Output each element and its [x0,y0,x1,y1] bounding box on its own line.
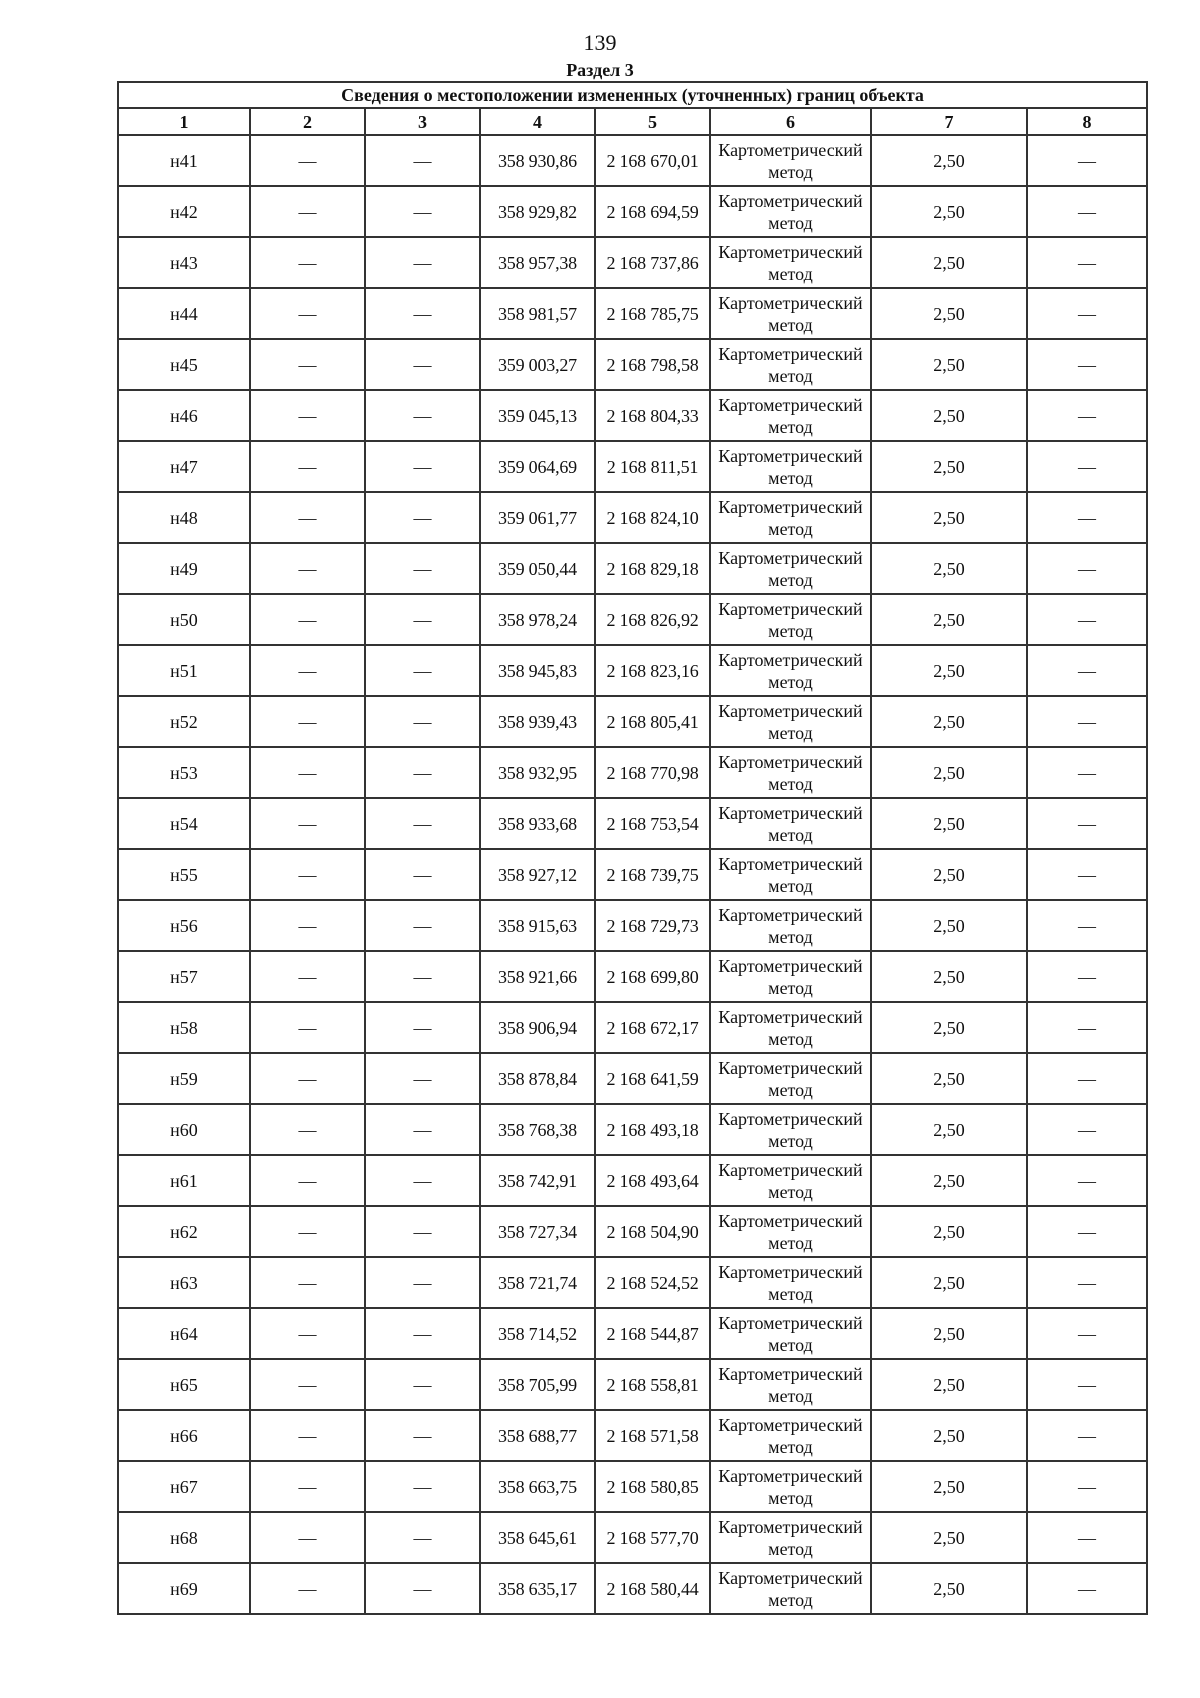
accuracy-cell: 2,50 [871,492,1027,543]
empty-value-cell: — [365,1206,480,1257]
method-cell: Картометрический метод [710,288,871,339]
point-name-cell: н58 [118,1002,250,1053]
point-name-cell: н60 [118,1104,250,1155]
empty-value-cell: — [1027,339,1147,390]
empty-value-cell: — [365,1512,480,1563]
y-coordinate-cell: 2 168 493,18 [595,1104,710,1155]
method-cell: Картометрический метод [710,186,871,237]
method-cell: Картометрический метод [710,1410,871,1461]
accuracy-cell: 2,50 [871,390,1027,441]
table-row [118,1206,1147,1257]
empty-value-cell: — [250,951,365,1002]
y-coordinate-cell: 2 168 798,58 [595,339,710,390]
empty-value-cell: — [365,1563,480,1614]
point-name-cell: н41 [118,135,250,186]
empty-value-cell: — [365,339,480,390]
y-coordinate-cell: 2 168 580,44 [595,1563,710,1614]
x-coordinate-cell: 358 945,83 [480,645,595,696]
empty-value-cell: — [1027,1206,1147,1257]
method-cell: Картометрический метод [710,492,871,543]
empty-value-cell: — [365,441,480,492]
x-coordinate-cell: 359 003,27 [480,339,595,390]
empty-value-cell: — [1027,543,1147,594]
empty-value-cell: — [250,1308,365,1359]
page-number: 139 [583,30,617,55]
method-cell: Картометрический метод [710,1461,871,1512]
x-coordinate-cell: 358 705,99 [480,1359,595,1410]
method-cell: Картометрический метод [710,441,871,492]
x-coordinate-cell: 359 064,69 [480,441,595,492]
empty-value-cell: — [365,543,480,594]
table-row [118,1053,1147,1104]
point-name-cell: н47 [118,441,250,492]
accuracy-cell: 2,50 [871,849,1027,900]
boundary-coordinates-table [117,81,1148,1615]
column-header: 6 [710,108,871,135]
empty-value-cell: — [365,237,480,288]
point-name-cell: н53 [118,747,250,798]
method-cell: Картометрический метод [710,594,871,645]
empty-value-cell: — [1027,288,1147,339]
accuracy-cell: 2,50 [871,441,1027,492]
empty-value-cell: — [250,543,365,594]
method-cell: Картометрический метод [710,900,871,951]
x-coordinate-cell: 358 939,43 [480,696,595,747]
empty-value-cell: — [250,441,365,492]
point-name-cell: н68 [118,1512,250,1563]
method-cell: Картометрический метод [710,237,871,288]
x-coordinate-cell: 358 927,12 [480,849,595,900]
y-coordinate-cell: 2 168 829,18 [595,543,710,594]
table-row [118,1002,1147,1053]
empty-value-cell: — [365,594,480,645]
accuracy-cell: 2,50 [871,1410,1027,1461]
empty-value-cell: — [365,390,480,441]
y-coordinate-cell: 2 168 785,75 [595,288,710,339]
point-name-cell: н48 [118,492,250,543]
empty-value-cell: — [250,1155,365,1206]
accuracy-cell: 2,50 [871,1053,1027,1104]
y-coordinate-cell: 2 168 571,58 [595,1410,710,1461]
empty-value-cell: — [1027,390,1147,441]
y-coordinate-cell: 2 168 753,54 [595,798,710,849]
accuracy-cell: 2,50 [871,1563,1027,1614]
table-row [118,1512,1147,1563]
empty-value-cell: — [250,492,365,543]
empty-value-cell: — [365,1053,480,1104]
point-name-cell: н49 [118,543,250,594]
empty-value-cell: — [365,1359,480,1410]
y-coordinate-cell: 2 168 729,73 [595,900,710,951]
y-coordinate-cell: 2 168 580,85 [595,1461,710,1512]
empty-value-cell: — [250,1257,365,1308]
table-row [118,441,1147,492]
accuracy-cell: 2,50 [871,1002,1027,1053]
method-cell: Картометрический метод [710,798,871,849]
y-coordinate-cell: 2 168 493,64 [595,1155,710,1206]
point-name-cell: н59 [118,1053,250,1104]
point-name-cell: н52 [118,696,250,747]
method-cell: Картометрический метод [710,1563,871,1614]
accuracy-cell: 2,50 [871,1359,1027,1410]
point-name-cell: н57 [118,951,250,1002]
table-row [118,543,1147,594]
column-header: 3 [365,108,480,135]
accuracy-cell: 2,50 [871,1206,1027,1257]
empty-value-cell: — [250,1410,365,1461]
empty-value-cell: — [1027,900,1147,951]
accuracy-cell: 2,50 [871,1512,1027,1563]
empty-value-cell: — [1027,951,1147,1002]
accuracy-cell: 2,50 [871,288,1027,339]
empty-value-cell: — [1027,1155,1147,1206]
empty-value-cell: — [365,186,480,237]
table-row [118,1461,1147,1512]
empty-value-cell: — [365,1410,480,1461]
table-row [118,390,1147,441]
column-header: 2 [250,108,365,135]
table-row [118,645,1147,696]
table-row [118,594,1147,645]
point-name-cell: н56 [118,900,250,951]
empty-value-cell: — [1027,1257,1147,1308]
point-name-cell: н62 [118,1206,250,1257]
accuracy-cell: 2,50 [871,135,1027,186]
method-cell: Картометрический метод [710,1512,871,1563]
accuracy-cell: 2,50 [871,1104,1027,1155]
empty-value-cell: — [250,747,365,798]
empty-value-cell: — [1027,1104,1147,1155]
y-coordinate-cell: 2 168 670,01 [595,135,710,186]
table-row [118,951,1147,1002]
accuracy-cell: 2,50 [871,1257,1027,1308]
empty-value-cell: — [1027,1308,1147,1359]
table-row [118,237,1147,288]
x-coordinate-cell: 358 742,91 [480,1155,595,1206]
section-title: Раздел 3 [566,60,634,80]
empty-value-cell: — [1027,594,1147,645]
x-coordinate-cell: 358 878,84 [480,1053,595,1104]
y-coordinate-cell: 2 168 739,75 [595,849,710,900]
empty-value-cell: — [250,900,365,951]
table-row [118,186,1147,237]
point-name-cell: н66 [118,1410,250,1461]
point-name-cell: н67 [118,1461,250,1512]
table-row [118,1155,1147,1206]
column-header: 4 [480,108,595,135]
x-coordinate-cell: 358 714,52 [480,1308,595,1359]
x-coordinate-cell: 359 045,13 [480,390,595,441]
x-coordinate-cell: 358 645,61 [480,1512,595,1563]
y-coordinate-cell: 2 168 558,81 [595,1359,710,1410]
accuracy-cell: 2,50 [871,186,1027,237]
x-coordinate-cell: 358 930,86 [480,135,595,186]
accuracy-cell: 2,50 [871,1461,1027,1512]
x-coordinate-cell: 358 957,38 [480,237,595,288]
empty-value-cell: — [250,1359,365,1410]
x-coordinate-cell: 358 906,94 [480,1002,595,1053]
empty-value-cell: — [250,849,365,900]
empty-value-cell: — [365,1308,480,1359]
empty-value-cell: — [1027,186,1147,237]
accuracy-cell: 2,50 [871,1308,1027,1359]
empty-value-cell: — [365,492,480,543]
empty-value-cell: — [250,186,365,237]
x-coordinate-cell: 358 727,34 [480,1206,595,1257]
x-coordinate-cell: 358 933,68 [480,798,595,849]
method-cell: Картометрический метод [710,390,871,441]
x-coordinate-cell: 359 050,44 [480,543,595,594]
y-coordinate-cell: 2 168 823,16 [595,645,710,696]
y-coordinate-cell: 2 168 770,98 [595,747,710,798]
y-coordinate-cell: 2 168 641,59 [595,1053,710,1104]
y-coordinate-cell: 2 168 824,10 [595,492,710,543]
table-caption-row [118,82,1147,108]
method-cell: Картометрический метод [710,339,871,390]
accuracy-cell: 2,50 [871,543,1027,594]
x-coordinate-cell: 358 978,24 [480,594,595,645]
y-coordinate-cell: 2 168 524,52 [595,1257,710,1308]
table-row [118,747,1147,798]
y-coordinate-cell: 2 168 805,41 [595,696,710,747]
x-coordinate-cell: 358 932,95 [480,747,595,798]
method-cell: Картометрический метод [710,1257,871,1308]
table-row [118,900,1147,951]
empty-value-cell: — [1027,1461,1147,1512]
empty-value-cell: — [365,747,480,798]
point-name-cell: н65 [118,1359,250,1410]
point-name-cell: н54 [118,798,250,849]
table-row [118,1563,1147,1614]
accuracy-cell: 2,50 [871,696,1027,747]
point-name-cell: н46 [118,390,250,441]
column-header: 5 [595,108,710,135]
empty-value-cell: — [365,1257,480,1308]
empty-value-cell: — [250,135,365,186]
table-row [118,288,1147,339]
method-cell: Картометрический метод [710,1359,871,1410]
table-row [118,696,1147,747]
x-coordinate-cell: 358 929,82 [480,186,595,237]
accuracy-cell: 2,50 [871,339,1027,390]
table-row [118,339,1147,390]
x-coordinate-cell: 358 635,17 [480,1563,595,1614]
x-coordinate-cell: 358 721,74 [480,1257,595,1308]
table-row [118,849,1147,900]
method-cell: Картометрический метод [710,1206,871,1257]
y-coordinate-cell: 2 168 504,90 [595,1206,710,1257]
empty-value-cell: — [250,390,365,441]
empty-value-cell: — [1027,1410,1147,1461]
empty-value-cell: — [1027,696,1147,747]
y-coordinate-cell: 2 168 826,92 [595,594,710,645]
empty-value-cell: — [250,1104,365,1155]
table-caption: Сведения о местоположении измененных (уточненных) границ объекта [118,82,1147,108]
empty-value-cell: — [250,1461,365,1512]
point-name-cell: н55 [118,849,250,900]
empty-value-cell: — [250,645,365,696]
method-cell: Картометрический метод [710,1155,871,1206]
accuracy-cell: 2,50 [871,798,1027,849]
empty-value-cell: — [365,135,480,186]
empty-value-cell: — [250,288,365,339]
empty-value-cell: — [365,951,480,1002]
empty-value-cell: — [365,798,480,849]
table-row [118,1257,1147,1308]
empty-value-cell: — [1027,1563,1147,1614]
method-cell: Картометрический метод [710,1104,871,1155]
point-name-cell: н64 [118,1308,250,1359]
accuracy-cell: 2,50 [871,900,1027,951]
accuracy-cell: 2,50 [871,1155,1027,1206]
x-coordinate-cell: 358 981,57 [480,288,595,339]
x-coordinate-cell: 358 688,77 [480,1410,595,1461]
method-cell: Картометрический метод [710,696,871,747]
x-coordinate-cell: 358 663,75 [480,1461,595,1512]
empty-value-cell: — [1027,747,1147,798]
accuracy-cell: 2,50 [871,645,1027,696]
method-cell: Картометрический метод [710,645,871,696]
column-number-row [118,108,1147,135]
point-name-cell: н69 [118,1563,250,1614]
table-row [118,1308,1147,1359]
y-coordinate-cell: 2 168 811,51 [595,441,710,492]
y-coordinate-cell: 2 168 544,87 [595,1308,710,1359]
empty-value-cell: — [1027,645,1147,696]
empty-value-cell: — [1027,1002,1147,1053]
method-cell: Картометрический метод [710,849,871,900]
point-name-cell: н43 [118,237,250,288]
empty-value-cell: — [1027,135,1147,186]
method-cell: Картометрический метод [710,1053,871,1104]
empty-value-cell: — [365,900,480,951]
y-coordinate-cell: 2 168 737,86 [595,237,710,288]
x-coordinate-cell: 358 921,66 [480,951,595,1002]
method-cell: Картометрический метод [710,543,871,594]
table-row [118,1104,1147,1155]
y-coordinate-cell: 2 168 577,70 [595,1512,710,1563]
y-coordinate-cell: 2 168 699,80 [595,951,710,1002]
table-row [118,1410,1147,1461]
table-row [118,1359,1147,1410]
empty-value-cell: — [1027,1359,1147,1410]
accuracy-cell: 2,50 [871,747,1027,798]
empty-value-cell: — [365,696,480,747]
table-row [118,798,1147,849]
method-cell: Картометрический метод [710,747,871,798]
empty-value-cell: — [250,696,365,747]
empty-value-cell: — [1027,492,1147,543]
column-header: 7 [871,108,1027,135]
point-name-cell: н63 [118,1257,250,1308]
x-coordinate-cell: 359 061,77 [480,492,595,543]
point-name-cell: н45 [118,339,250,390]
method-cell: Картометрический метод [710,951,871,1002]
point-name-cell: н42 [118,186,250,237]
method-cell: Картометрический метод [710,135,871,186]
accuracy-cell: 2,50 [871,237,1027,288]
accuracy-cell: 2,50 [871,951,1027,1002]
empty-value-cell: — [250,339,365,390]
empty-value-cell: — [250,1206,365,1257]
empty-value-cell: — [365,288,480,339]
empty-value-cell: — [250,1512,365,1563]
empty-value-cell: — [1027,849,1147,900]
x-coordinate-cell: 358 915,63 [480,900,595,951]
empty-value-cell: — [365,1002,480,1053]
empty-value-cell: — [250,594,365,645]
column-header: 8 [1027,108,1147,135]
empty-value-cell: — [1027,1053,1147,1104]
empty-value-cell: — [365,1104,480,1155]
empty-value-cell: — [1027,237,1147,288]
table-body [118,135,1147,1614]
empty-value-cell: — [365,1461,480,1512]
point-name-cell: н61 [118,1155,250,1206]
method-cell: Картометрический метод [710,1002,871,1053]
table-row [118,135,1147,186]
point-name-cell: н50 [118,594,250,645]
y-coordinate-cell: 2 168 672,17 [595,1002,710,1053]
table-row [118,492,1147,543]
method-cell: Картометрический метод [710,1308,871,1359]
empty-value-cell: — [250,237,365,288]
empty-value-cell: — [365,1155,480,1206]
point-name-cell: н51 [118,645,250,696]
empty-value-cell: — [250,1563,365,1614]
empty-value-cell: — [1027,1512,1147,1563]
column-header: 1 [118,108,250,135]
empty-value-cell: — [250,798,365,849]
empty-value-cell: — [250,1053,365,1104]
y-coordinate-cell: 2 168 694,59 [595,186,710,237]
y-coordinate-cell: 2 168 804,33 [595,390,710,441]
empty-value-cell: — [250,1002,365,1053]
accuracy-cell: 2,50 [871,594,1027,645]
empty-value-cell: — [365,849,480,900]
empty-value-cell: — [1027,441,1147,492]
x-coordinate-cell: 358 768,38 [480,1104,595,1155]
empty-value-cell: — [1027,798,1147,849]
point-name-cell: н44 [118,288,250,339]
empty-value-cell: — [365,645,480,696]
